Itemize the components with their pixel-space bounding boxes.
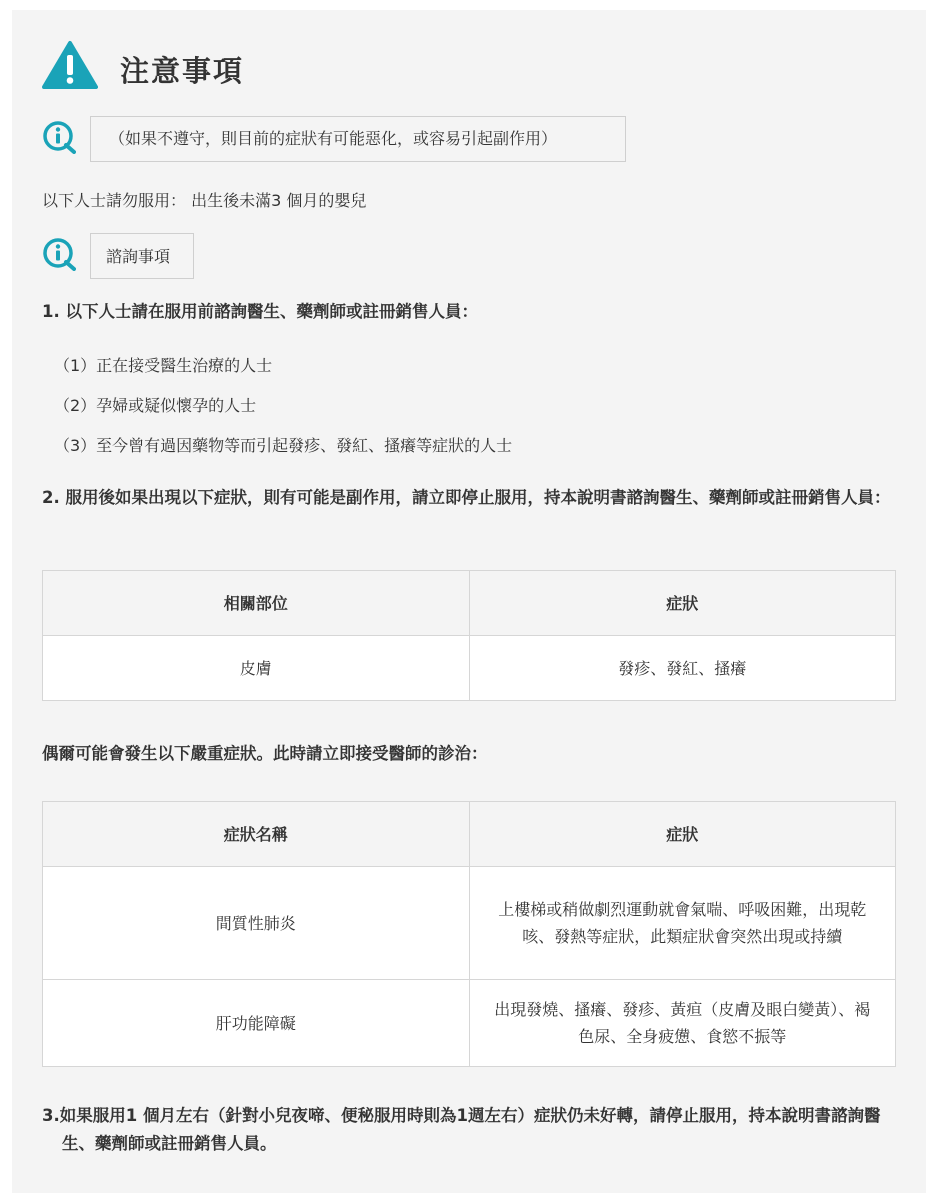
table-cell: 上樓梯或稍做劇烈運動就會氣喘、呼吸困難，出現乾咳、發熱等症狀，此類症狀會突然出現或持續 [469, 867, 896, 980]
column-header: 相關部位 [43, 571, 470, 636]
side-effects-table [42, 570, 896, 701]
table-cell: 間質性肺炎 [43, 867, 470, 980]
table-row [43, 867, 896, 980]
page-title: 注意事項 [120, 54, 245, 88]
table-row [43, 636, 896, 701]
table-header-row [43, 802, 896, 867]
list-item: （3）至今曾有過因藥物等而引起發疹、發紅、搔癢等症狀的人士 [54, 436, 513, 455]
column-header: 症狀 [469, 571, 896, 636]
table-cell: 肝功能障礙 [43, 980, 470, 1067]
column-header: 症狀名稱 [43, 802, 470, 867]
list-item: （2）孕婦或疑似懷孕的人士 [54, 396, 257, 415]
warning-icon [42, 40, 98, 90]
column-header: 症狀 [469, 802, 896, 867]
do-not-take-text: 以下人士請勿服用： 出生後未滿3 個月的嬰兒 [42, 191, 367, 210]
item-3-text: 3.如果服用1 個月左右（針對小兒夜啼、便秘服用時則為1週左右）症狀仍未好轉，請停止服用，持本說明書諮詢醫生、藥劑師或註冊銷售人員。 [42, 1106, 881, 1153]
serious-symptoms-intro: 偶爾可能會發生以下嚴重症狀。此時請立即接受醫師的診治： [42, 744, 488, 763]
serious-symptoms-table [42, 801, 896, 1067]
item-2-heading: 2. 服用後如果出現以下症狀，則有可能是副作用，請立即停止服用，持本說明書諮詢醫生、藥劑師或註冊銷售人員： [42, 488, 891, 507]
item-1-heading: 1. 以下人士請在服用前諮詢醫生、藥劑師或註冊銷售人員： [42, 302, 478, 321]
info-icon [42, 120, 76, 154]
precautions-panel [12, 10, 926, 1193]
table-header-row [43, 571, 896, 636]
table-row [43, 980, 896, 1067]
table-cell: 出現發燒、搔癢、發疹、黃疸（皮膚及眼白變黃）、褐色尿、全身疲憊、食慾不振等 [469, 980, 896, 1067]
info-icon [42, 237, 76, 271]
consult-note: 諮詢事項 [90, 233, 194, 279]
caution-note: （如果不遵守，則目前的症狀有可能惡化，或容易引起副作用） [90, 116, 626, 162]
table-cell: 發疹、發紅、搔癢 [469, 636, 896, 701]
list-item: （1）正在接受醫生治療的人士 [54, 356, 273, 375]
table-cell: 皮膚 [43, 636, 470, 701]
